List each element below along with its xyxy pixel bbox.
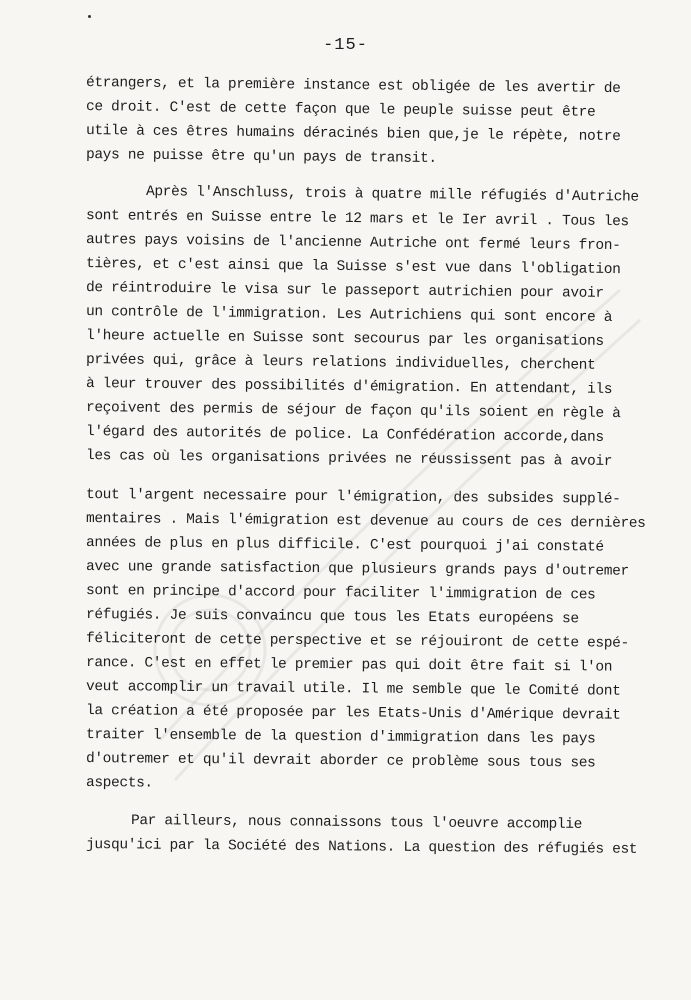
text-line-23: féliciteront de cette perspective et se réjouiront de cette espé-	[85, 631, 629, 652]
text-line-11: l'heure actuelle en Suisse sont secourus par les organisations	[85, 328, 604, 350]
text-line-27: traiter l'ensemble de la question d'immigration dans les pays	[85, 727, 596, 748]
text-line-29: aspects.	[85, 775, 153, 792]
text-line-8: tières, et c'est ainsi que la Suisse s'est vue dans l'obligation	[85, 256, 621, 279]
text-line-26: la création a été proposée par les Etats-Unis d'Amérique devrait	[85, 703, 621, 724]
text-line-9: de réintroduire le visa sur le passeport autrichien pour avoir	[85, 280, 604, 302]
text-line-16: les cas où les organisations privées ne réussissent pas à avoir	[85, 448, 613, 470]
text-line-30: Par ailleurs, nous connaissons tous l'oeuvre accomplie	[130, 813, 583, 833]
page-number: -15-	[323, 36, 368, 55]
text-line-19: années de plus en plus difficile. C'est pourquoi j'ai constaté	[85, 535, 604, 556]
ink-speck	[88, 15, 91, 18]
text-line-14: reçoivent des permis de séjour de façon qu'ils soient en règle à	[85, 400, 621, 423]
text-line-24: rance. C'est en effet le premier pas qui doit être fait si l'on	[85, 655, 613, 676]
text-line-1: étrangers, et la première instance est obligée de les avertir de	[85, 75, 621, 98]
text-line-13: à leur trouver des possibilités d'émigration. En attendant, ils	[85, 376, 613, 398]
text-line-6: sont entrés en Suisse entre le 12 mars et le Ier avril . Tous les	[85, 208, 629, 231]
text-line-5: Après l'Anschluss, trois à quatre mille réfugiés d'Autriche	[145, 184, 639, 206]
text-line-22: réfugiés. Je suis convaincu que tous les Etats européens se	[85, 607, 579, 628]
text-line-4: pays ne puisse être qu'un pays de transit.	[85, 147, 437, 167]
text-line-10: un contrôle de l'immigration. Les Autrichiens qui sont encore à	[85, 304, 613, 326]
text-line-3: utile à ces êtres humains déracinés bien que,je le répète, notre	[85, 123, 621, 146]
text-line-7: autres pays voisins de l'ancienne Autriche ont fermé leurs fron-	[85, 232, 621, 255]
text-line-17: tout l'argent necessaire pour l'émigration, des subsides supplé-	[85, 487, 621, 508]
text-line-25: veut accomplir un travail utile. Il me semble que le Comité dont	[85, 679, 621, 700]
text-line-20: avec une grande satisfaction que plusieurs grands pays d'outremer	[85, 559, 629, 580]
text-line-18: mentaires . Mais l'émigration est devenue au cours de ces dernières	[85, 511, 646, 532]
text-line-15: l'égard des autorités de police. La Confédération accorde,dans	[85, 424, 604, 446]
text-line-31: jusqu'ici par la Société des Nations. La question des réfugiés est	[85, 837, 638, 858]
text-line-21: sont en principe d'accord pour faciliter l'immigration de ces	[85, 583, 596, 604]
text-line-28: d'outremer et qu'il devrait aborder ce problème sous tous ses	[85, 751, 596, 772]
text-line-2: ce droit. C'est de cette façon que le peuple suisse peut être	[85, 99, 596, 121]
text-line-12: privées qui, grâce à leurs relations individuelles, cherchent	[85, 352, 596, 374]
